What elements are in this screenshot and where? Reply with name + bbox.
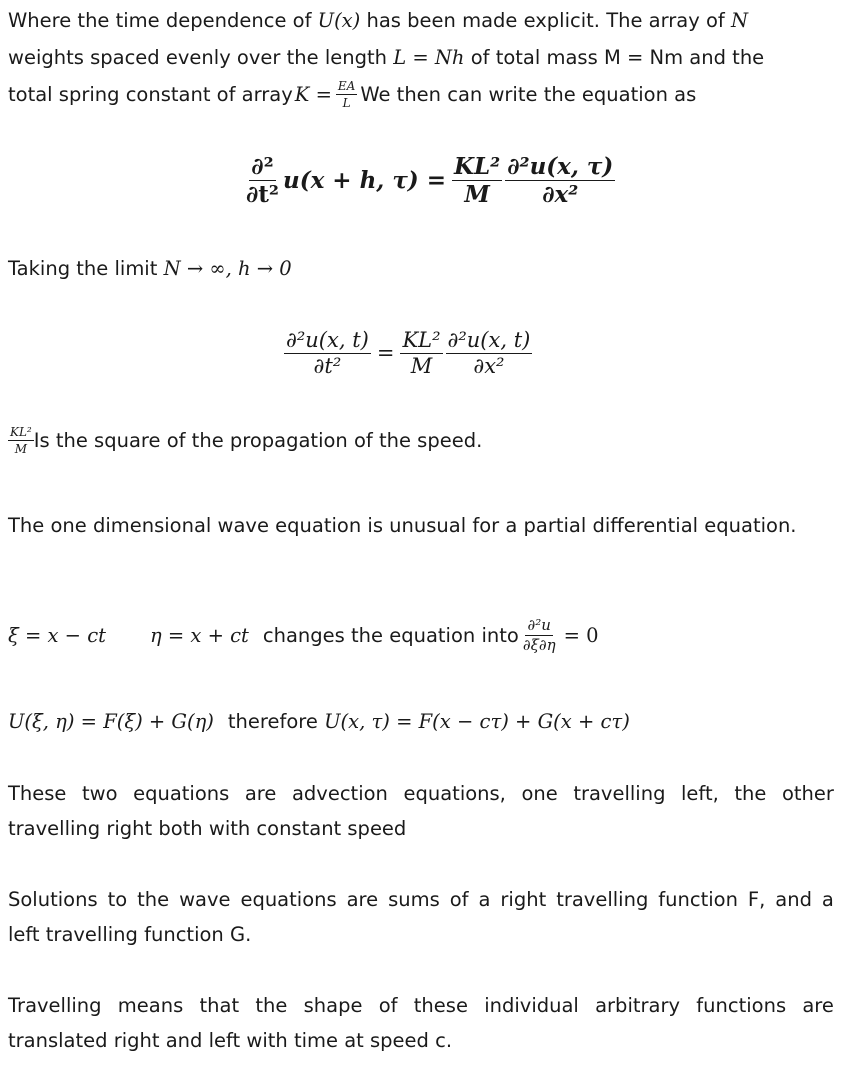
eq1-rhs-fraction (505, 155, 615, 206)
eq2-rhs-fraction (446, 330, 533, 377)
math-K-equals: K = (294, 82, 332, 106)
word: the (734, 782, 767, 805)
paragraph-text: translated right and left with time at speed c. (8, 1029, 453, 1052)
para3-line-2 (8, 1031, 452, 1051)
math-U-of-x: U(x) (317, 9, 361, 32)
fraction-denominator: M (410, 354, 433, 378)
math-limit: N → ∞, h → 0 (163, 257, 292, 280)
fraction-numerator: ∂²u (527, 616, 551, 634)
substitution-line (8, 618, 599, 653)
para2-line-2 (8, 925, 251, 945)
word: wave (179, 888, 231, 911)
intro-text: We then can write the equation as (360, 82, 697, 106)
fraction-numerator: KL² (453, 153, 501, 180)
word: one (521, 782, 558, 805)
word: sums (388, 888, 440, 911)
word: are (802, 994, 834, 1017)
intro-text: weights spaced evenly over the length (8, 46, 394, 69)
para1-line-1 (8, 784, 834, 804)
intro-line-2 (8, 48, 764, 68)
word: F, (747, 888, 766, 911)
fraction-denominator: ∂x² (542, 181, 579, 208)
substitution-text: changes the equation into (262, 623, 519, 647)
fraction-denominator: ∂t² (246, 181, 279, 208)
word: equations (240, 888, 337, 911)
word: and (775, 888, 812, 911)
word: the (137, 888, 170, 911)
unusual-line (8, 516, 797, 536)
speed-line (8, 426, 482, 455)
fraction-KL2-over-M (8, 426, 34, 455)
fraction-denominator: L (342, 96, 351, 110)
intro-text: total spring constant of array (8, 82, 293, 106)
word: function (658, 888, 738, 911)
fraction-denominator: ∂x² (473, 354, 505, 378)
solution-line (8, 712, 630, 732)
word: are (346, 888, 379, 911)
equation-continuum (284, 330, 532, 377)
fraction-denominator: ∂t² (313, 354, 342, 378)
math-equals-zero: = 0 (563, 623, 599, 647)
word: these (413, 994, 468, 1017)
paragraph-text: left travelling function G. (8, 923, 252, 946)
word: Travelling (8, 994, 102, 1017)
fraction-numerator: ∂²u(x, τ) (507, 153, 614, 180)
word: a (821, 888, 834, 911)
eq2-lhs-fraction (284, 330, 371, 377)
fraction-denominator: ∂ξ∂η (522, 636, 556, 654)
fraction-numerator: ∂²u(x, t) (286, 328, 369, 352)
math-general-solution-xi-eta: U(ξ, η) = F(ξ) + G(η) (8, 710, 214, 733)
word: functions (696, 994, 787, 1017)
word: to (107, 888, 128, 911)
word: means (117, 994, 184, 1017)
fraction-numerator: KL² (10, 425, 32, 439)
word: equations, (403, 782, 506, 805)
word: travelling (556, 888, 649, 911)
word: travelling (573, 782, 666, 805)
word: individual (484, 994, 579, 1017)
math-eta-definition: η = x + ct (149, 623, 249, 647)
unusual-text: The one dimensional wave equation is unusual for a partial differential equation. (8, 514, 797, 537)
solution-text: therefore (227, 710, 325, 733)
fraction-denominator: M (14, 442, 28, 456)
fraction-numerator: ∂² (251, 153, 274, 180)
word: two (82, 782, 118, 805)
word: other (781, 782, 834, 805)
word: shape (303, 994, 363, 1017)
math-xi-definition: ξ = x − ct (8, 623, 106, 647)
equation-discrete (244, 155, 615, 206)
word: equations (133, 782, 230, 805)
limit-text: Taking the limit (8, 257, 164, 280)
fraction-numerator: ∂²u(x, t) (447, 328, 531, 352)
fraction-numerator: EA (337, 79, 356, 93)
math-L-equals-Nh: L = Nh (393, 46, 465, 69)
intro-text: Where the time dependence of (8, 9, 318, 32)
fraction-d2u-dxi-deta (521, 618, 558, 653)
intro-text: of total mass M = Nm and the (464, 46, 765, 69)
intro-line-1 (8, 11, 748, 31)
paragraph-text: travelling right both with constant speed (8, 817, 407, 840)
word: a (478, 888, 491, 911)
eq2-coefficient (400, 330, 442, 377)
intro-text: has been made explicit. The array of (360, 9, 731, 32)
para2-line-1 (8, 890, 834, 910)
fraction-EA-over-L (336, 80, 357, 109)
eq1-lhs-function: u(x + h, τ) = (282, 167, 446, 194)
word: the (255, 994, 288, 1017)
word: of (449, 888, 469, 911)
math-N: N (731, 9, 749, 32)
word: are (244, 782, 277, 805)
eq1-coefficient (452, 155, 502, 206)
fraction-numerator: KL² (402, 328, 441, 352)
math-general-solution-x-tau: U(x, τ) = F(x − cτ) + G(x + cτ) (324, 710, 630, 733)
word: of (378, 994, 398, 1017)
intro-line-3 (8, 80, 696, 109)
word: Solutions (8, 888, 98, 911)
limit-line (8, 259, 292, 279)
word: right (500, 888, 547, 911)
word: left, (681, 782, 719, 805)
word: arbitrary (595, 994, 681, 1017)
fraction-denominator: M (464, 181, 490, 208)
equals-sign: = (376, 341, 395, 365)
para3-line-1 (8, 996, 834, 1016)
speed-text: Is the square of the propagation of the speed. (33, 428, 483, 452)
eq1-lhs-fraction (244, 155, 281, 206)
para1-line-2 (8, 819, 406, 839)
word: advection (291, 782, 388, 805)
word: that (199, 994, 240, 1017)
word: These (8, 782, 67, 805)
